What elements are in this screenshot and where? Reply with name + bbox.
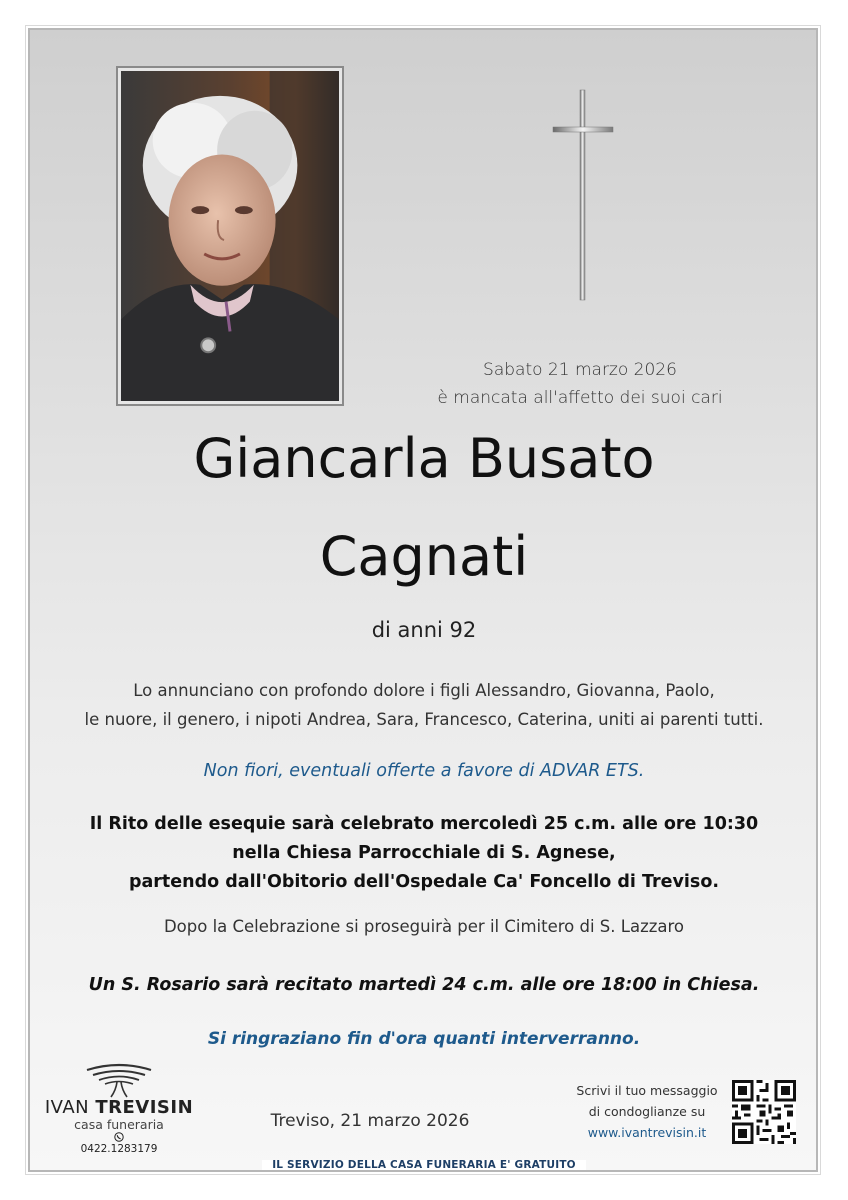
tree-logo-icon	[79, 1062, 159, 1098]
logo-brand	[44, 1098, 194, 1118]
portrait-photo	[116, 66, 344, 406]
portrait-image	[121, 71, 339, 401]
place-date: Treviso, 21 marzo 2026	[270, 1111, 470, 1131]
deceased-age: di anni 92	[371, 618, 477, 642]
funeral-home-logo	[44, 1062, 194, 1158]
website-link[interactable]: www.ivantrevisin.it	[587, 1125, 707, 1140]
cross-icon	[548, 88, 618, 304]
flowers-note: Non fiori, eventuali offerte a favore di ADVAR ETS.	[203, 761, 645, 781]
logo-phone	[44, 1132, 194, 1156]
phone-number: 0422.1283179	[80, 1143, 158, 1155]
announcement-line: le nuore, il genero, i nipoti Andrea, Sara, Francesco, Caterina, uniti ai parenti tutti.	[84, 710, 764, 729]
date-announcement	[380, 356, 780, 412]
qr-code-icon[interactable]	[732, 1080, 796, 1144]
funeral-line: nella Chiesa Parrocchiale di S. Agnese,	[232, 843, 616, 863]
footer-note: IL SERVIZIO DELLA CASA FUNERARIA E' GRATUITO	[272, 1159, 576, 1171]
deceased-name: Giancarla Busato	[193, 427, 655, 490]
announcement-line: Lo annunciano con profondo dolore i figli Alessandro, Giovanna, Paolo,	[133, 681, 715, 700]
condolences-block	[566, 1080, 728, 1143]
deceased-surname: Cagnati	[319, 525, 529, 588]
funeral-line: partendo dall'Obitorio dell'Ospedale Ca' Foncello di Treviso.	[128, 872, 720, 892]
logo-subtitle: casa funeraria	[74, 1117, 164, 1132]
thanks-note: Si ringraziano fin d'ora quanti interverranno.	[207, 1029, 641, 1049]
logo-brand-first: IVAN	[44, 1097, 90, 1118]
condolences-line: Scrivi il tuo messaggio	[576, 1083, 718, 1098]
funeral-details	[0, 810, 848, 897]
passing-line: è mancata all'affetto dei suoi cari	[437, 388, 723, 408]
death-date: Sabato 21 marzo 2026	[483, 360, 677, 380]
condolences-line: di condoglianze su	[588, 1104, 706, 1119]
after-ceremony-note: Dopo la Celebrazione si proseguirà per il Cimitero di S. Lazzaro	[163, 917, 685, 936]
logo-brand-second: TREVISIN	[95, 1097, 194, 1118]
rosary-note: Un S. Rosario sarà recitato martedì 24 c.m. alle ore 18:00 in Chiesa.	[88, 975, 760, 995]
family-announcement	[0, 676, 848, 734]
funeral-line: Il Rito delle esequie sarà celebrato mercoledì 25 c.m. alle ore 10:30	[89, 814, 759, 834]
whatsapp-phone-icon	[114, 1132, 124, 1142]
